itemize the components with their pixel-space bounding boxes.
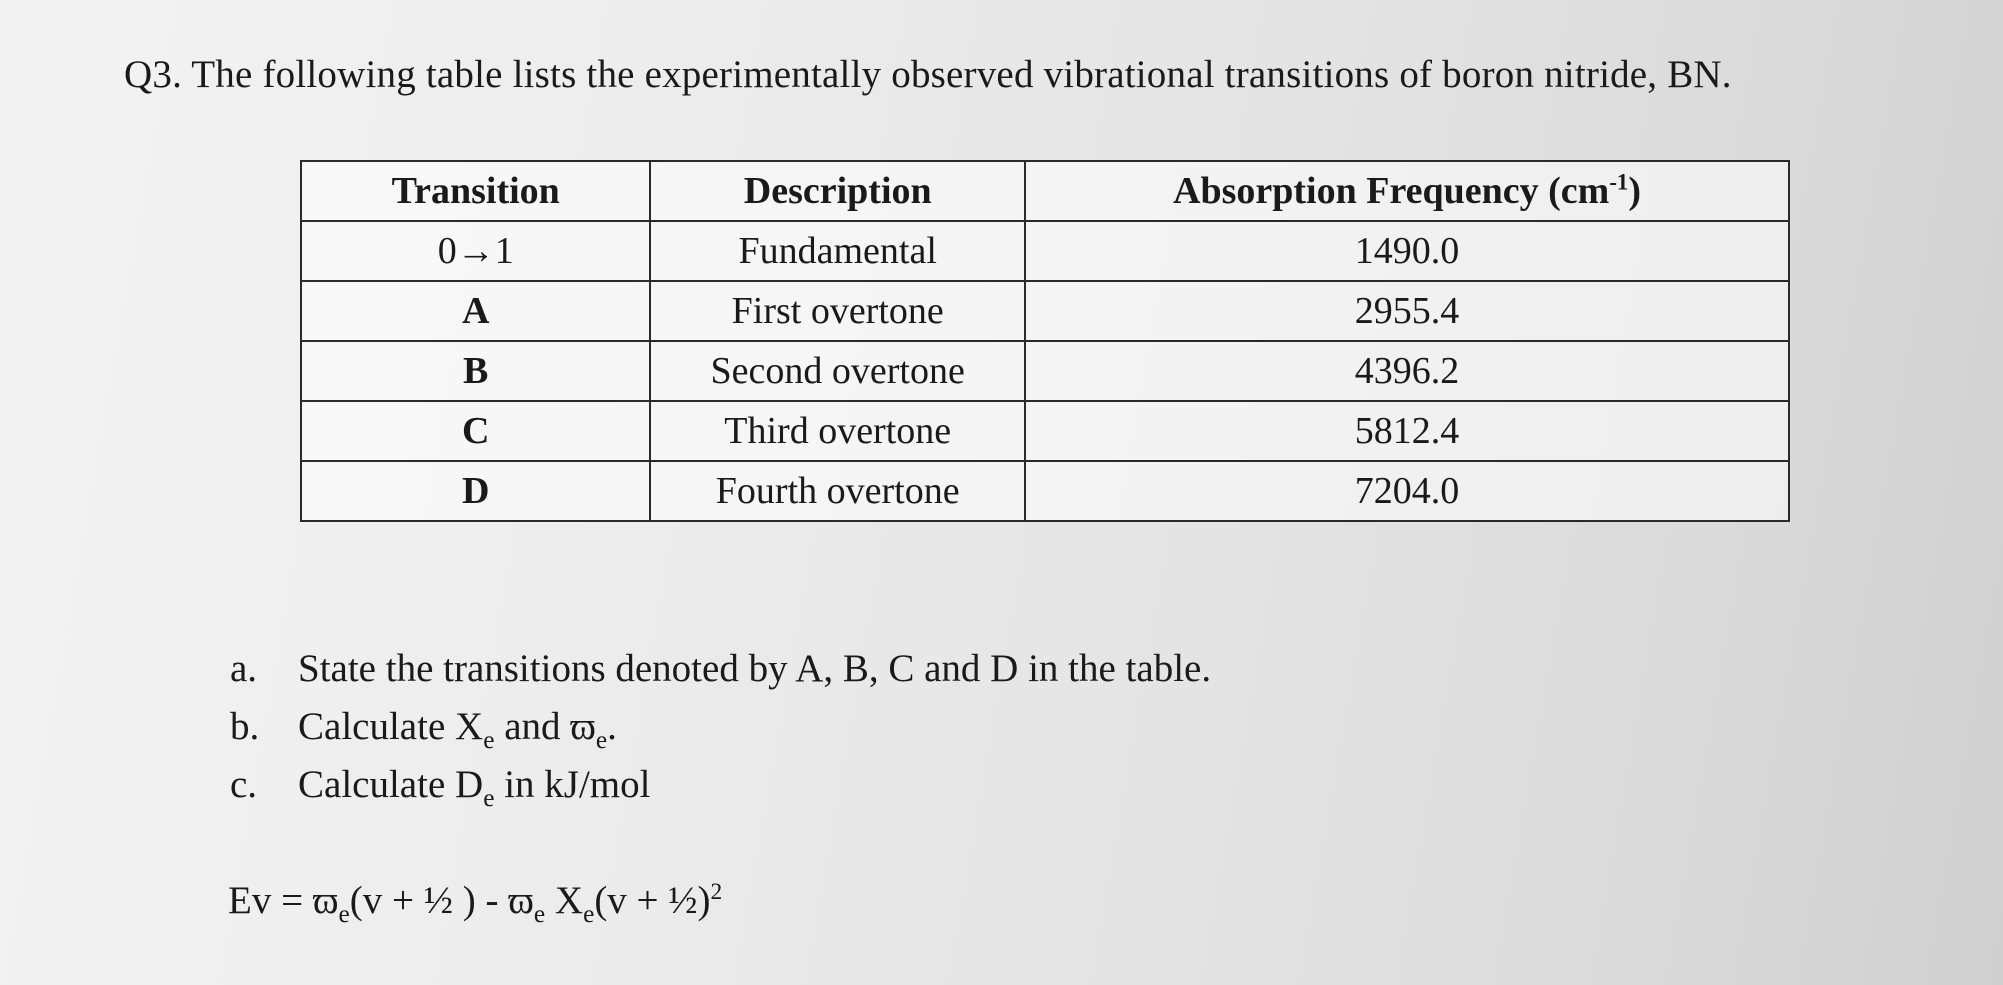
formula-part: X <box>545 879 584 922</box>
vibrational-transitions-table <box>300 160 1790 522</box>
question-part-b <box>230 698 1211 756</box>
header-frequency-close: ) <box>1628 170 1641 212</box>
formula-subscript: e <box>338 899 350 928</box>
part-marker: c. <box>230 763 258 806</box>
cell-transition: C <box>301 401 650 461</box>
formula-subscript: e <box>583 899 595 928</box>
question-text: Q3. The following table lists the experimentally observed vibrational transitions of boron nitride, BN. <box>124 53 1732 96</box>
question-parts-list <box>230 640 1211 814</box>
formula-part: Ev = ϖ <box>228 879 339 922</box>
cell-transition: 0→1 <box>301 221 650 281</box>
table-row <box>301 221 1789 281</box>
question-part-a <box>230 640 1211 698</box>
header-frequency-label: Absorption Frequency (cm <box>1173 170 1610 212</box>
cell-description: Fundamental <box>650 221 1025 281</box>
header-description: Description <box>650 161 1025 221</box>
part-marker: a. <box>230 647 258 690</box>
cell-frequency: 7204.0 <box>1025 461 1789 521</box>
cell-transition: B <box>301 341 650 401</box>
part-subscript: e <box>483 725 495 754</box>
part-text: State the transitions denoted by A, B, C and D in the table. <box>298 647 1212 690</box>
cell-transition: D <box>301 461 650 521</box>
formula-part: (v + ½) <box>594 879 711 922</box>
formula-superscript: 2 <box>710 879 723 905</box>
table-row <box>301 281 1789 341</box>
part-text: Calculate D <box>298 763 484 806</box>
part-text: . <box>607 705 617 748</box>
header-frequency-exponent: -1 <box>1609 169 1629 195</box>
cell-frequency: 5812.4 <box>1025 401 1789 461</box>
header-transition: Transition <box>301 161 650 221</box>
cell-description: Fourth overtone <box>650 461 1025 521</box>
formula-part: (v + ½ ) - ϖ <box>349 879 534 922</box>
part-marker: b. <box>230 705 260 748</box>
header-frequency <box>1025 161 1789 221</box>
part-text: Calculate X <box>298 705 484 748</box>
part-text: in kJ/mol <box>494 763 651 806</box>
part-subscript: e <box>595 725 608 754</box>
cell-description: First overtone <box>650 281 1025 341</box>
cell-frequency: 1490.0 <box>1025 221 1789 281</box>
cell-description: Third overtone <box>650 401 1025 461</box>
cell-frequency: 2955.4 <box>1025 281 1789 341</box>
part-text: and ϖ <box>494 705 596 748</box>
table-header-row <box>301 161 1789 221</box>
table-row <box>301 461 1789 521</box>
cell-frequency: 4396.2 <box>1025 341 1789 401</box>
cell-transition: A <box>301 281 650 341</box>
formula-subscript: e <box>533 899 546 928</box>
energy-formula <box>228 878 723 928</box>
table-row <box>301 341 1789 401</box>
cell-description: Second overtone <box>650 341 1025 401</box>
part-subscript: e <box>483 783 495 812</box>
table-row <box>301 401 1789 461</box>
question-part-c <box>230 756 1211 814</box>
